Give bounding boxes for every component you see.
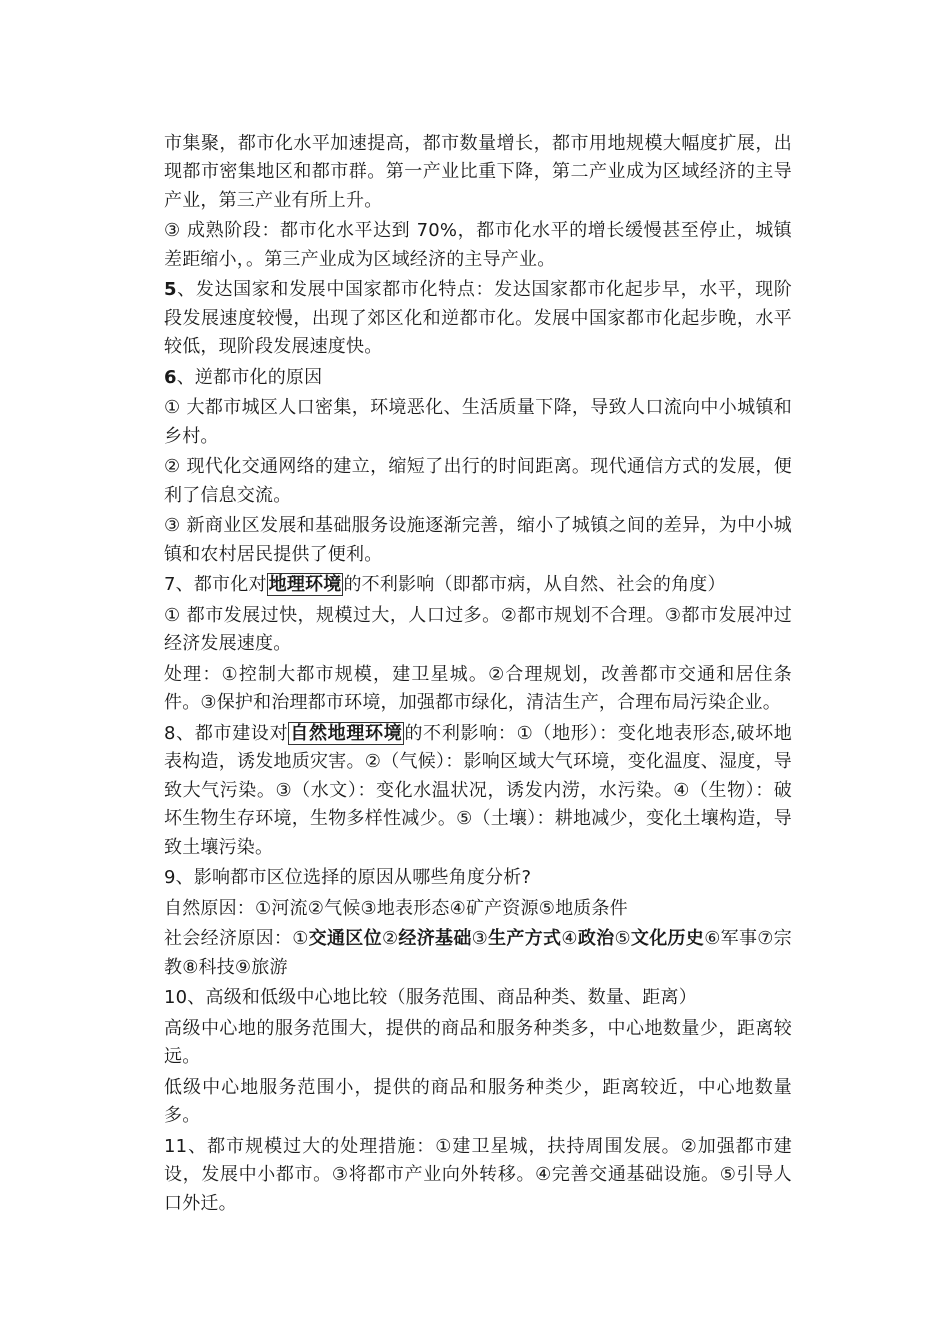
- paragraph-natural-factors: 自然原因：①河流②气候③地表形态④矿产资源⑤地质条件: [164, 897, 628, 919]
- paragraph-section-8: 8、都市建设对 自然地理环境 的不利影响：①（地形）：变化地表形态,破坏地表构造，诱发地质灾害。②（气候）：影响区域大气环境，变化温度、湿度，导致大气污染。③（水文）：变化水温状况，诱发内涝，水污染。④（生物）：破坏生物生存环境，生物多样性减少。⑤（土壤）：耕地减少，变化土壤构造，导致土壤污染。: [164, 723, 793, 858]
- document-page: [164, 130, 792, 1220]
- paragraph-section-6-heading: 6、逆都市化的原因: [164, 366, 323, 388]
- paragraph-high-order-center: 高级中心地的服务范围大，提供的商品和服务种类多，中心地数量少，距离较远。: [164, 1018, 792, 1068]
- paragraph-socioeconomic-factors: 社会经济原因：①交通区位②经济基础③生产方式④政治⑤文化历史⑥军事⑦宗教⑧科技⑨旅游: [164, 928, 792, 978]
- paragraph-urban-problems: ① 都市发展过快，规模过大，人口过多。②都市规划不合理。③都市发展冲过经济发展速度。: [164, 605, 792, 655]
- paragraph-counter-urbanization-reason-2: ② 现代化交通网络的建立，缩短了出行的时间距离。现代通信方式的发展，便利了信息交流。: [164, 456, 792, 506]
- paragraph-counter-urbanization-reason-3: ③ 新商业区发展和基础服务设施逐渐完善，缩小了城镇之间的差异，为中小城镇和农村居民提供了便利。: [164, 515, 792, 565]
- paragraph-low-order-center: 低级中心地服务范围小，提供的商品和服务种类少，距离较近，中心地数量多。: [164, 1077, 792, 1127]
- highlight-natural-geographic-environment: 自然地理环境: [290, 723, 403, 744]
- section-number: 5: [164, 279, 177, 301]
- paragraph-urban-solutions: 处理：①控制大都市规模，建卫星城。②合理规划，改善都市交通和居住条件。③保护和治理都市环境，加强都市绿化，清洁生产，合理布局污染企业。: [164, 664, 792, 714]
- paragraph-maturity-stage: ③ 成熟阶段：都市化水平达到 70%，都市化水平的增长缓慢甚至停止，城镇差距缩小，。第三产业成为区域经济的主导产业。: [164, 220, 792, 270]
- paragraph-section-11: 11、都市规模过大的处理措施：①建卫星城，扶持周围发展。②加强都市建设，发展中小都市。③将都市产业向外转移。④完善交通基础设施。⑤引导人口外迁。: [164, 1136, 792, 1214]
- paragraph-urbanization-acceleration: 市集聚，都市化水平加速提高，都市数量增长，都市用地规模大幅度扩展，出现都市密集地区和都市群。第一产业比重下降，第二产业成为区域经济的主导产业，第三产业有所上升。: [164, 133, 792, 211]
- highlight-geographic-environment: 地理环境: [268, 574, 342, 596]
- paragraph-section-5: 5、发达国家和发展中国家都市化特点：发达国家都市化起步早，水平，现阶段发展速度较慢，出现了郊区化和逆都市化。发展中国家都市化起步晚，水平较低，现阶段发展速度快。: [164, 279, 792, 358]
- paragraph-section-7-heading: 7、都市化对 地理环境 的不利影响（即都市病，从自然、社会的角度）: [164, 574, 726, 596]
- paragraph-section-9-heading: 9、影响都市区位选择的原因从哪些角度分析?: [164, 867, 532, 889]
- paragraph-counter-urbanization-reason-1: ① 大都市城区人口密集，环境恶化、生活质量下降，导致人口流向中小城镇和乡村。: [164, 397, 792, 447]
- section-number: 6: [164, 366, 177, 388]
- paragraph-section-10-heading: 10、高级和低级中心地比较（服务范围、商品种类、数量、距离）: [164, 987, 697, 1009]
